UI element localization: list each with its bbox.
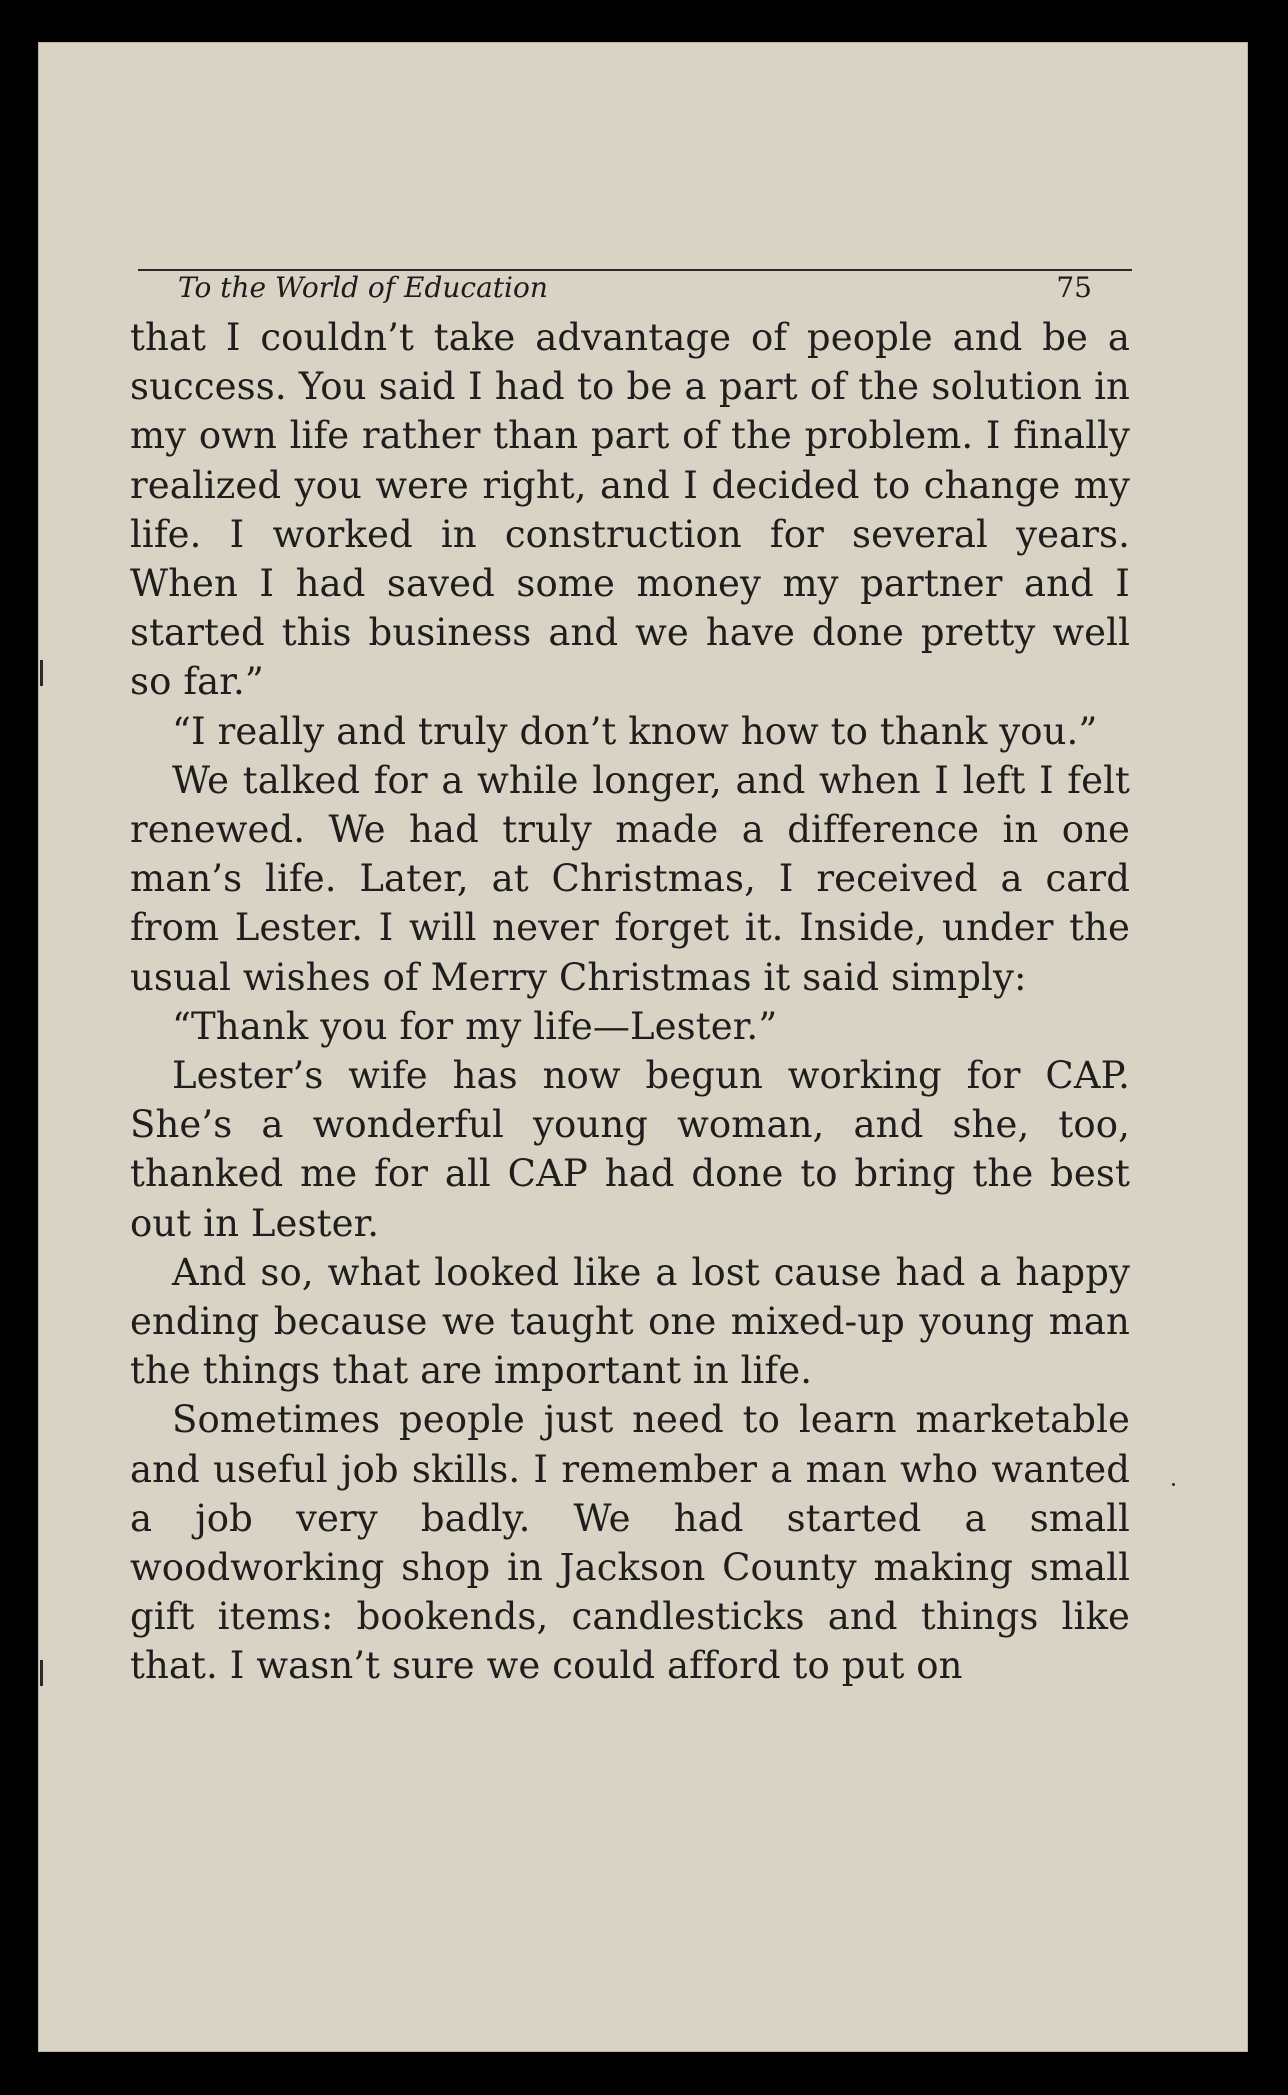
paragraph: Lester’s wife has now begun working for CAP. She’s a wonderful young woman, and she, too, thanked me for all CAP had done to bring the best out in Lester. [130,1054,1130,1245]
header-title: To the World of Education [178,271,548,304]
speck-mark [1172,1483,1175,1486]
body-text [130,313,1130,1691]
edge-mark [40,660,43,686]
page-number: 75 [1056,271,1092,304]
paragraph: Sometimes people just need to learn marketable and useful job skills. I remember a man who wanted a job very badly. We had started a small woodworking shop in Jackson County making small gift items: bookends, candlesticks and things like that. I wasn’t sure we could afford to put on [130,1398,1130,1688]
paragraph: “Thank you for my life—Lester.” [172,1004,778,1048]
paragraph: We talked for a while longer, and when I left I felt renewed. We had truly made a difference in one man’s life. Later, at Christmas, I received a card from Lester. I will never forget it. Inside, under the usual wishes of Merry Christmas it said simply: [130,758,1130,999]
paragraph: And so, what looked like a lost cause had a happy ending because we taught one mixed-up young man the things that are important in life. [130,1250,1130,1393]
edge-mark [40,1660,43,1686]
running-header [138,229,1132,304]
paragraph: that I couldn’t take advantage of people and be a success. You said I had to be a part of the solution in my own life rather than part of the problem. I finally realized you were right, and I decided to change my life. I worked in construction for several years. When I had saved some money my partner and I started this business and we have done pretty well so far.” [130,316,1130,704]
paragraph: “I really and truly don’t know how to thank you.” [172,709,1098,753]
